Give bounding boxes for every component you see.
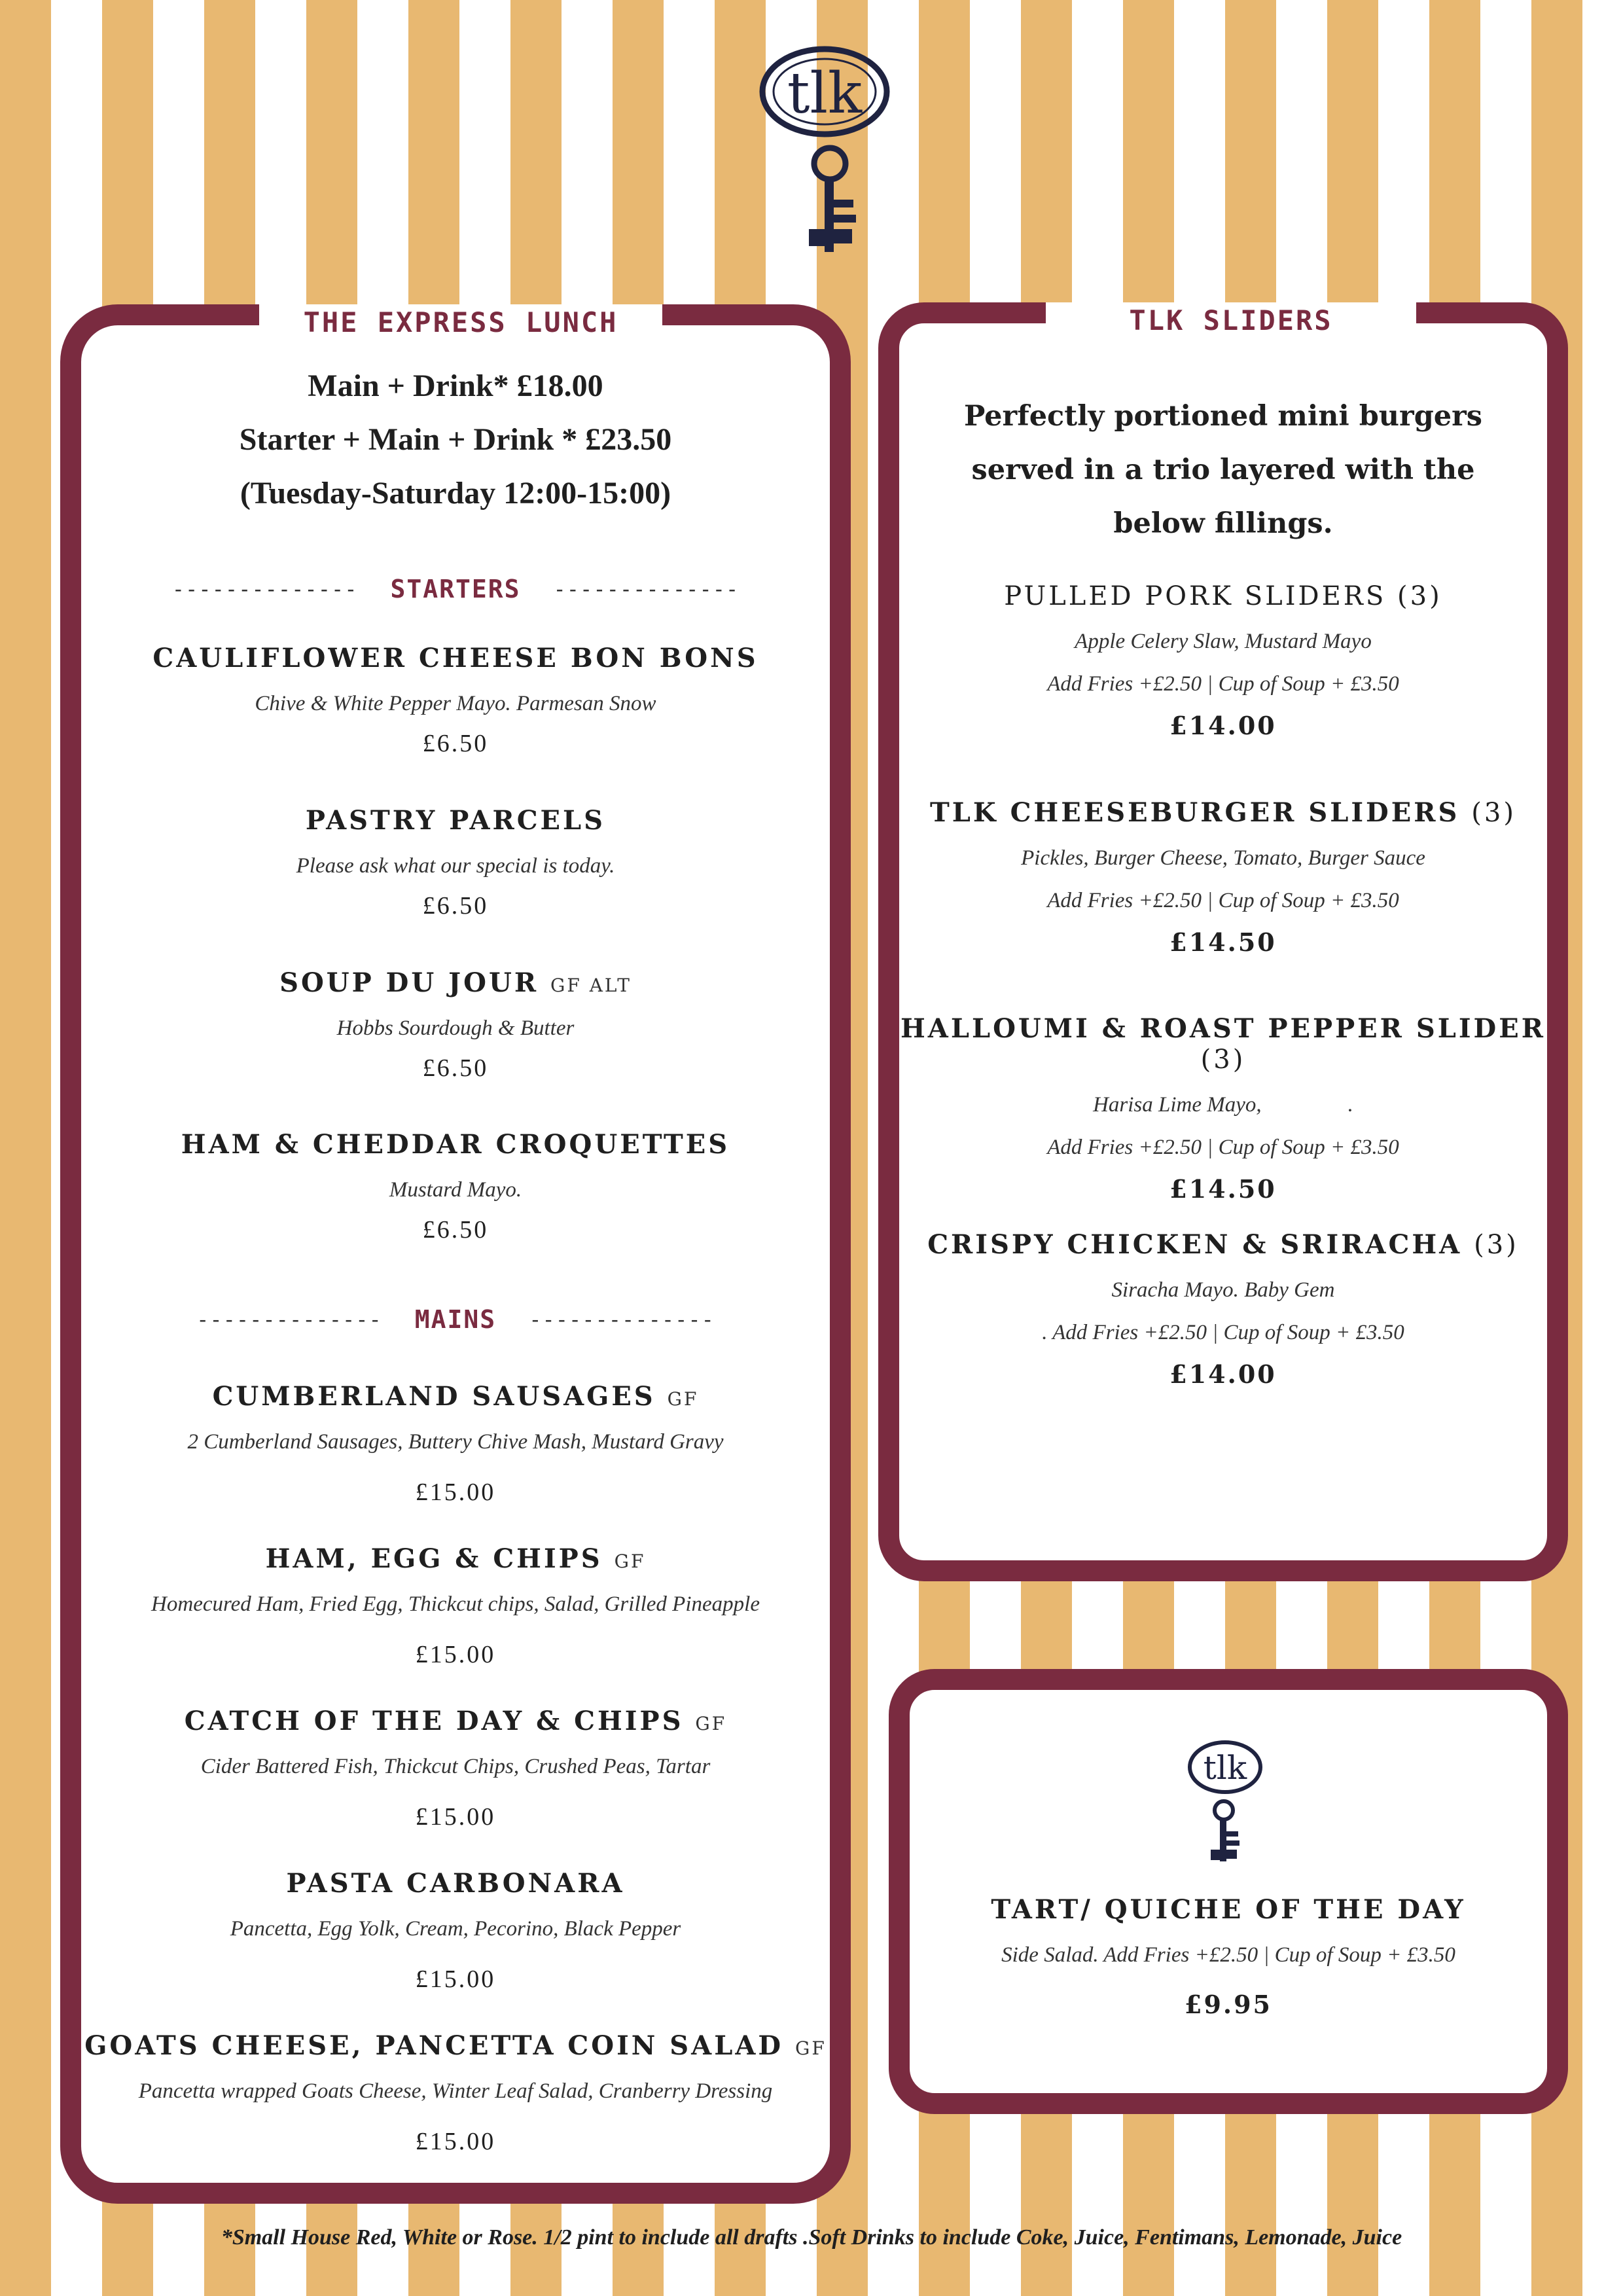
logo-text: tlk [1203,1749,1247,1787]
dietary-tag: GF ALT [550,975,632,996]
lunch-hours: (Tuesday-Saturday 12:00-15:00) [240,476,671,511]
dietary-tag: GF [795,2037,827,2059]
sliders-title: TLK SLIDERS [1046,302,1416,339]
item-price: £14.50 [1169,927,1277,957]
item-description: 2 Cumberland Sausages, Buttery Chive Mash, Mustard Gravy [187,1430,724,1454]
item-quantity: (3) [1397,581,1442,611]
item-price: £15.00 [415,2128,496,2155]
item-description: Side Salad. Add Fries +£2.50 | Cup of Soup + £3.50 [1001,1943,1455,1967]
divider-dashes: -------------- [171,577,358,601]
item-addons: Add Fries +£2.50 | Cup of Soup + £3.50 [1047,889,1399,912]
item-description: Harisa Lime Mayo, . [1093,1093,1353,1117]
item-name: SOUP DU JOUR [279,967,539,998]
item-name: CUMBERLAND SAUSAGES [212,1381,656,1412]
divider-dashes: -------------- [529,1307,715,1332]
menu-item [81,643,830,758]
item-quantity: (3) [1471,798,1516,828]
menu-item [81,1543,830,1669]
item-description: Pancetta wrapped Goats Cheese, Winter Leaf Salad, Cranberry Dressing [138,2079,773,2103]
menu-item [81,1706,830,1831]
item-name: GOATS CHEESE, PANCETTA COIN SALAD [84,2030,784,2061]
offer-starter-main-drink: Starter + Main + Drink * £23.50 [239,422,672,457]
item-name: CRISPY CHICKEN & SRIRACHA [927,1229,1463,1260]
item-description: Please ask what our special is today. [296,854,615,878]
item-price: £14.00 [1169,1359,1277,1389]
item-name: HAM & CHEDDAR CROQUETTES [181,1129,730,1160]
item-description: Hobbs Sourdough & Butter [336,1016,575,1040]
item-price: £6.50 [422,1054,489,1082]
item-price: £15.00 [415,1965,496,1993]
express-lunch-content [81,0,830,2225]
menu-item [81,1129,830,1244]
item-description: Cider Battered Fish, Thickcut Chips, Crushed Peas, Tartar [200,1755,711,1778]
menu-item [81,2030,830,2156]
item-description: Siracha Mayo. Baby Gem [1111,1278,1335,1302]
sliders-intro-line: served in a trio layered with the [971,454,1475,486]
offer-main-drink: Main + Drink* £18.00 [308,368,603,403]
item-price: £6.50 [422,1216,489,1244]
item-name: PASTRY PARCELS [305,805,606,836]
item-price: £15.00 [415,1803,496,1831]
mains-divider [81,1305,830,1334]
item-price: £14.50 [1169,1174,1277,1204]
menu-item [81,967,830,1083]
item-addons: Add Fries +£2.50 | Cup of Soup + £3.50 [1047,1136,1399,1159]
item-description: Mustard Mayo. [389,1178,522,1202]
dietary-tag: GF [614,1551,646,1572]
mains-heading: MAINS [414,1305,497,1334]
divider-dashes: -------------- [553,577,740,601]
item-quantity: (3) [1200,1045,1246,1075]
item-name: HALLOUMI & ROAST PEPPER SLIDER [901,1013,1546,1044]
item-price: £14.00 [1169,711,1277,740]
dietary-tag: GF [667,1388,699,1410]
item-price: £6.50 [422,892,489,920]
menu-item [81,1868,830,1994]
starters-heading: STARTERS [390,575,521,603]
tart-item [910,1894,1547,2019]
item-name: PULLED PORK SLIDERS [1004,581,1387,611]
menu-item [81,805,830,920]
item-description: Apple Celery Slaw, Mustard Mayo [1075,630,1372,653]
item-name: CAULIFLOWER CHEESE BON BONS [152,643,758,673]
sliders-intro-line: Perfectly portioned mini burgers [964,400,1482,433]
item-addons: . Add Fries +£2.50 | Cup of Soup + £3.50 [1042,1321,1404,1344]
item-description: Chive & White Pepper Mayo. Parmesan Snow [255,692,656,715]
dietary-tag: GF [695,1713,727,1734]
item-description: Homecured Ham, Fried Egg, Thickcut chips, Salad, Grilled Pineapple [151,1592,760,1616]
sliders-intro-line: below fillings. [1113,507,1333,540]
item-price: £9.95 [1185,1990,1272,2019]
item-name: TLK CHEESEBURGER SLIDERS [930,797,1460,828]
item-name: CATCH OF THE DAY & CHIPS [184,1706,684,1736]
divider-dashes: -------------- [196,1307,382,1332]
express-lunch-title: THE EXPRESS LUNCH [259,304,662,341]
item-description: Pickles, Burger Cheese, Tomato, Burger Sauce [1021,846,1425,870]
item-price: £6.50 [422,730,489,757]
starters-divider [81,575,830,603]
item-quantity: (3) [1474,1230,1519,1260]
item-name: TART/ QUICHE OF THE DAY [991,1894,1466,1925]
item-name: PASTA CARBONARA [286,1868,625,1899]
menu-item [81,1381,830,1507]
footer-drinks-note: *Small House Red, White or Rose. 1/2 pint to include all drafts .Soft Drinks to include Coke, Juice, Fentimans, Lemonade, Juice [221,2225,1402,2250]
item-price: £15.00 [415,1479,496,1506]
logo-text: tlk [787,61,863,126]
item-name: HAM, EGG & CHIPS [265,1543,603,1574]
item-description: Pancetta, Egg Yolk, Cream, Pecorino, Black Pepper [230,1917,681,1941]
tart-content [910,0,1547,2094]
item-addons: Add Fries +£2.50 | Cup of Soup + £3.50 [1047,672,1399,696]
item-price: £15.00 [415,1641,496,1668]
